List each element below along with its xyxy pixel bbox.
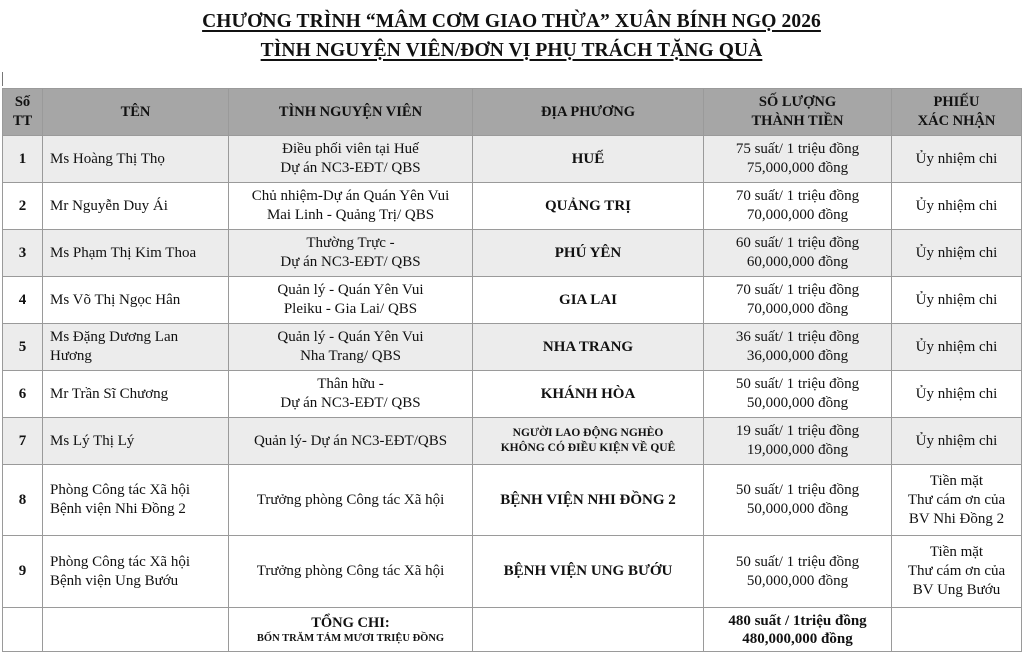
total-quantity: 480 suất / 1triệu đồng 480,000,000 đồng: [704, 608, 892, 652]
row-confirmation: Ủy nhiệm chi: [892, 277, 1022, 324]
row-volunteer: Trưởng phòng Công tác Xã hội: [229, 536, 473, 608]
row-number: 6: [3, 371, 43, 418]
row-quantity: 50 suất/ 1 triệu đồng 50,000,000 đồng: [704, 465, 892, 536]
row-name: Ms Võ Thị Ngọc Hân: [43, 277, 229, 324]
table-row: [3, 324, 1022, 371]
document-title-line-1: CHƯƠNG TRÌNH “MÂM CƠM GIAO THỪA” XUÂN BÍNH NGỌ 2026: [202, 11, 821, 32]
row-location: GIA LAI: [473, 277, 704, 324]
row-number: 4: [3, 277, 43, 324]
row-confirmation: Ủy nhiệm chi: [892, 183, 1022, 230]
row-quantity: 60 suất/ 1 triệu đồng 60,000,000 đồng: [704, 230, 892, 277]
row-name: Ms Phạm Thị Kim Thoa: [43, 230, 229, 277]
table-header-row: [3, 89, 1022, 136]
row-volunteer: Chủ nhiệm-Dự án Quán Yên Vui Mai Linh - Quảng Trị/ QBS: [229, 183, 473, 230]
row-location: KHÁNH HÒA: [473, 371, 704, 418]
row-location: NGƯỜI LAO ĐỘNG NGHÈO KHÔNG CÓ ĐIỀU KIỆN VỀ QUÊ: [473, 418, 704, 465]
header-confirmation: PHIẾU XÁC NHẬN: [892, 89, 1022, 136]
total-empty-name: [43, 608, 229, 652]
row-quantity: 70 suất/ 1 triệu đồng 70,000,000 đồng: [704, 277, 892, 324]
row-confirmation: Ủy nhiệm chi: [892, 136, 1022, 183]
total-empty-confirmation: [892, 608, 1022, 652]
table-row: [3, 465, 1022, 536]
row-quantity: 19 suất/ 1 triệu đồng 19,000,000 đồng: [704, 418, 892, 465]
total-empty-location: [473, 608, 704, 652]
row-name: Mr Trần Sĩ Chương: [43, 371, 229, 418]
row-volunteer: Thân hữu - Dự án NC3-EĐT/ QBS: [229, 371, 473, 418]
row-location: QUẢNG TRỊ: [473, 183, 704, 230]
row-quantity: 70 suất/ 1 triệu đồng 70,000,000 đồng: [704, 183, 892, 230]
row-volunteer: Thường Trực - Dự án NC3-EĐT/ QBS: [229, 230, 473, 277]
row-volunteer: Quản lý - Quán Yên Vui Pleiku - Gia Lai/ QBS: [229, 277, 473, 324]
row-location: HUẾ: [473, 136, 704, 183]
header-location: ĐỊA PHƯƠNG: [473, 89, 704, 136]
row-quantity: 50 suất/ 1 triệu đồng 50,000,000 đồng: [704, 536, 892, 608]
row-confirmation: Ủy nhiệm chi: [892, 418, 1022, 465]
row-number: 9: [3, 536, 43, 608]
row-volunteer: Quản lý- Dự án NC3-EĐT/QBS: [229, 418, 473, 465]
row-number: 2: [3, 183, 43, 230]
row-confirmation: Ủy nhiệm chi: [892, 324, 1022, 371]
table-row: [3, 536, 1022, 608]
row-name: Mr Nguyễn Duy Ái: [43, 183, 229, 230]
row-quantity: 50 suất/ 1 triệu đồng 50,000,000 đồng: [704, 371, 892, 418]
row-location: BỆNH VIỆN UNG BƯỚU: [473, 536, 704, 608]
total-label: TỔNG CHI: BỐN TRĂM TÁM MƯƠI TRIỆU ĐỒNG: [229, 608, 473, 652]
document-title-line-2: TÌNH NGUYỆN VIÊN/ĐƠN VỊ PHỤ TRÁCH TẶNG QUÀ: [260, 40, 763, 61]
row-name: Ms Lý Thị Lý: [43, 418, 229, 465]
row-confirmation: Tiền mặt Thư cám ơn của BV Nhi Đồng 2: [892, 465, 1022, 536]
row-number: 3: [3, 230, 43, 277]
header-no: Số TT: [3, 89, 43, 136]
row-location: BỆNH VIỆN NHI ĐỒNG 2: [473, 465, 704, 536]
row-number: 5: [3, 324, 43, 371]
row-number: 1: [3, 136, 43, 183]
row-number: 8: [3, 465, 43, 536]
row-location: PHÚ YÊN: [473, 230, 704, 277]
row-number: 7: [3, 418, 43, 465]
total-empty-no: [3, 608, 43, 652]
table-row: [3, 230, 1022, 277]
header-quantity: SỐ LƯỢNG THÀNH TIỀN: [704, 89, 892, 136]
row-quantity: 36 suất/ 1 triệu đồng 36,000,000 đồng: [704, 324, 892, 371]
page-edge-mark: [2, 72, 3, 86]
row-volunteer: Trưởng phòng Công tác Xã hội: [229, 465, 473, 536]
table-row: [3, 136, 1022, 183]
total-row: [3, 608, 1022, 652]
row-confirmation: Ủy nhiệm chi: [892, 371, 1022, 418]
gift-assignment-table: [2, 88, 1022, 652]
table-row: [3, 418, 1022, 465]
row-name: Ms Hoàng Thị Thọ: [43, 136, 229, 183]
header-name: TÊN: [43, 89, 229, 136]
row-name: Ms Đặng Dương Lan Hương: [43, 324, 229, 371]
header-volunteer: TÌNH NGUYỆN VIÊN: [229, 89, 473, 136]
row-volunteer: Điều phối viên tại Huế Dự án NC3-EĐT/ QBS: [229, 136, 473, 183]
table-row: [3, 371, 1022, 418]
row-confirmation: Ủy nhiệm chi: [892, 230, 1022, 277]
row-name: Phòng Công tác Xã hội Bệnh viện Ung Bướu: [43, 536, 229, 608]
table-row: [3, 183, 1022, 230]
row-quantity: 75 suất/ 1 triệu đồng 75,000,000 đồng: [704, 136, 892, 183]
row-location: NHA TRANG: [473, 324, 704, 371]
row-volunteer: Quản lý - Quán Yên Vui Nha Trang/ QBS: [229, 324, 473, 371]
row-confirmation: Tiền mặt Thư cám ơn của BV Ung Bướu: [892, 536, 1022, 608]
row-name: Phòng Công tác Xã hội Bệnh viện Nhi Đồng 2: [43, 465, 229, 536]
table-row: [3, 277, 1022, 324]
